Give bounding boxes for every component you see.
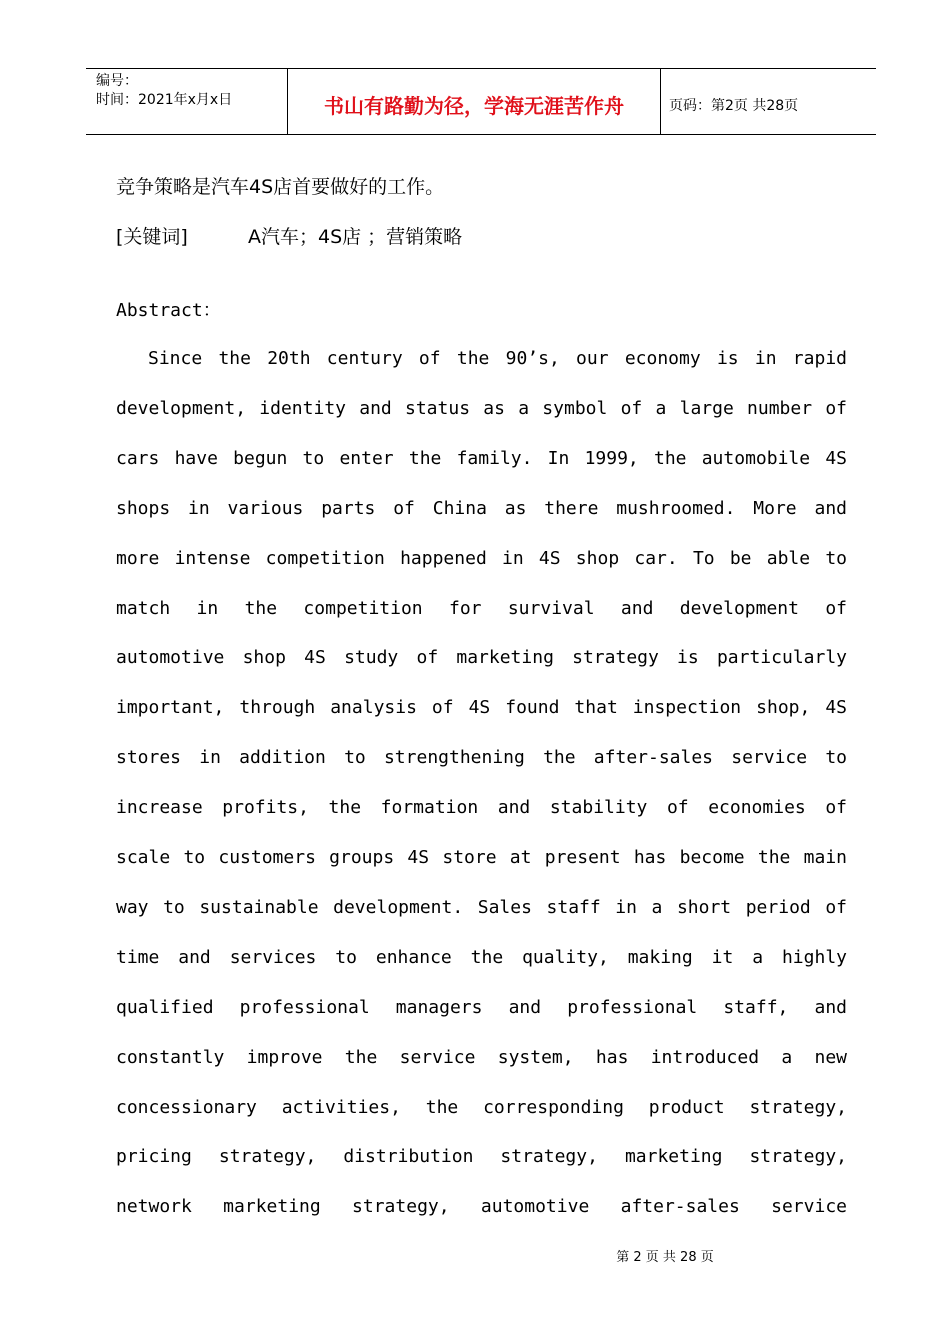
- abstract-heading: Abstract：: [116, 300, 221, 321]
- abstract-line: constantly improve the service system, has introduced a new: [116, 1046, 847, 1068]
- abstract-line: shops in various parts of China as there mushroomed. More and: [116, 497, 847, 519]
- abstract-line: stores in addition to strengthening the after-sales service to: [116, 747, 847, 769]
- abstract-line: way to sustainable development. Sales staff in a short period of: [116, 896, 847, 918]
- page-footer: 第 2 页 共 28 页: [616, 1250, 714, 1265]
- abstract-line: qualified professional managers and professional staff, and: [116, 996, 847, 1018]
- abstract-line: cars have begun to enter the family. In 1999, the automobile 4S: [116, 447, 847, 469]
- keywords-label: [关键词]: [116, 226, 188, 248]
- abstract-line: more intense competition happened in 4S shop car. To be able to: [116, 547, 847, 569]
- header-page-info: 页码：第2页 共28页: [669, 97, 799, 114]
- header-meta: [86, 69, 288, 134]
- abstract-line: concessionary activities, the corresponding product strategy,: [116, 1096, 847, 1118]
- abstract-line: time and services to enhance the quality, making it a highly: [116, 946, 847, 968]
- abstract-line: scale to customers groups 4S store at present has become the main: [116, 847, 847, 868]
- abstract-line: match in the competition for survival and development of: [116, 597, 847, 619]
- abstract-line: pricing strategy, distribution strategy, marketing strategy,: [116, 1146, 847, 1168]
- abstract-line: network marketing strategy, automotive after-sales service: [116, 1196, 847, 1218]
- keywords-value: A汽车；4S店 ；营销策略: [248, 226, 463, 248]
- abstract-line: automotive shop 4S study of marketing strategy is particularly: [116, 647, 847, 669]
- page-header: [86, 68, 876, 135]
- abstract-line: important, through analysis of 4S found that inspection shop, 4S: [116, 697, 847, 719]
- intro-line: 竞争策略是汽车4S店首要做好的工作。: [116, 176, 445, 198]
- header-motto: 书山有路勤为径，学海无涯苦作舟: [288, 69, 661, 134]
- abstract-line: development, identity and status as a symbol of a large number of: [116, 397, 847, 419]
- time-label: 时间：2021年x月x日: [96, 92, 233, 108]
- number-label: 编号：: [96, 73, 138, 89]
- abstract-line: increase profits, the formation and stability of economies of: [116, 797, 847, 819]
- abstract-line: Since the 20th century of the 90’s, our economy is in rapid: [148, 348, 847, 369]
